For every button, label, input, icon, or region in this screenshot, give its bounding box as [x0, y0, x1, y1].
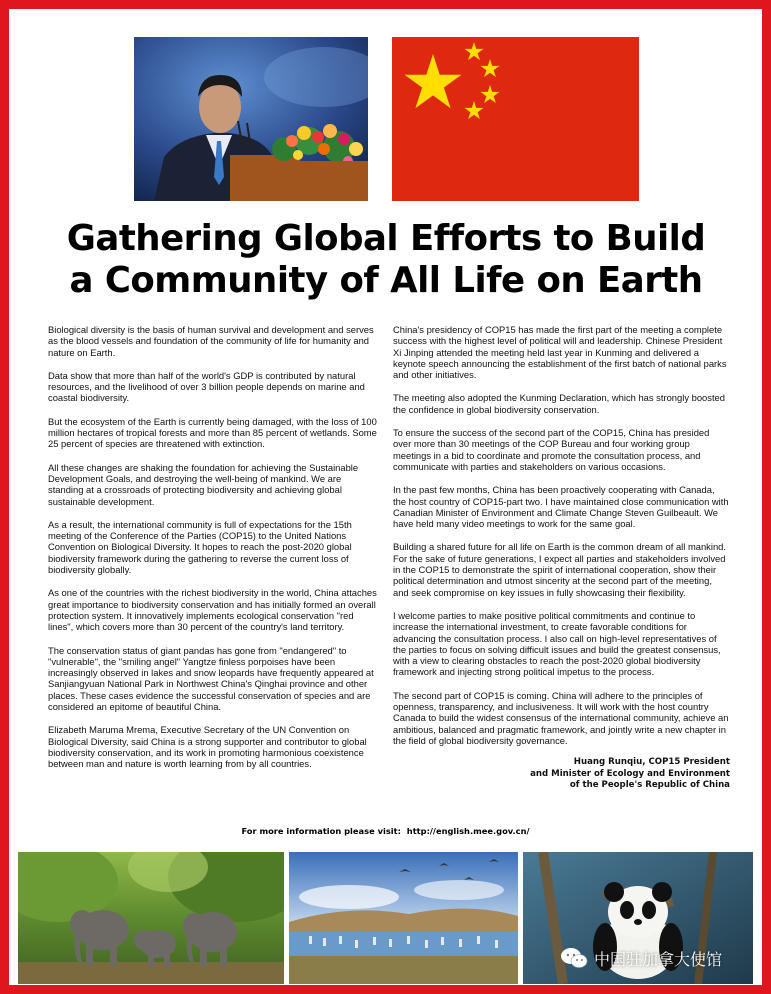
title-line-1: Gathering Global Efforts to Build — [66, 218, 706, 259]
paragraph: Building a shared future for all life on Earth is the common dream of all mankind. For the sake of future generations, I expect all parties and stakeholders involved in the COP15 to demonstrate the spirit of international cooperation, show their political determination and utmost sincerity at the second part of the meeting, and seek compromise on key issues in fully showcasing their flexibility. — [393, 541, 726, 598]
paragraph: Biological diversity is the basis of human survival and development and serves as the blood vessels and foundation of the community of life for humanity and nature on Earth. — [48, 324, 374, 358]
wechat-icon — [560, 947, 588, 969]
more-info-link[interactable]: http://english.mee.gov.cn/ — [406, 826, 530, 836]
china-flag-image — [392, 37, 639, 201]
paragraph: China's presidency of COP15 has made the first part of the meeting a complete success with the highest level of political will and leadership. Chinese President Xi Jinping attended the meeting held last year in Kunming and delivered a keynote speech announcing the establishment of the first batch of national parks and other initiatives. — [393, 324, 727, 381]
paragraph: To ensure the success of the second part of the COP15, China has presided over more than 30 meetings of the COP Bureau and four working group meetings in a bid to coordinate and promote the consultation process, and communicate with parties and stakeholders on various occasions. — [393, 427, 710, 472]
article-title — [36, 218, 736, 302]
wetland-birds-photo — [289, 852, 518, 984]
paragraph: As a result, the international community is full of expectations for the 15th meeting of the Conference of the Parties (COP15) to the United Nations Convention on Biological Diversity. It hopes to reach the post-2020 global biodiversity framework during the gathering to reverse the current loss of biodiversity globally. — [48, 518, 352, 576]
paragraph: In the past few months, China has been proactively cooperating with Canada, the host country of COP15-part two. I have maintained close communication with Canadian Minister of Environment and Climate Change Steven Guilbeault. We have held many video meetings to work for the same goal. — [393, 484, 729, 530]
paragraph: The conservation status of giant pandas has gone from "endangered" to "vulnerable", the "smiling angel" Yangtze finless porpoises have been increasingly observed in lakes and snow leopards have frequently appeared at Sanjiangyuan National Park in Northwest China's Qinghai province and other places. These cases evidence the successful conservation of species and are considered an epitome of beautiful China. — [48, 644, 374, 713]
article-right-column — [393, 324, 730, 792]
signature-line-3: of the People's Republic of China — [569, 780, 730, 791]
paragraph: The meeting also adopted the Kunming Declaration, which has strongly boosted the confidence in global biodiversity conservation. — [393, 392, 725, 415]
paragraph: But the ecosystem of the Earth is currently being damaged, with the loss of 100 million hectares of tropical forests and more than 85 percent of wetlands. Some 25 percent of species are threatened with extinction. — [48, 415, 377, 450]
watermark-text: 中国驻加拿大使馆 — [594, 949, 723, 969]
more-info-line — [0, 826, 771, 836]
more-info-label: For more information please visit: — [241, 826, 401, 836]
paragraph: Elizabeth Maruma Mrema, Executive Secretary of the UN Convention on Biological Diversity, said China is a strong supporter and contributor to global biodiversity conservation, and its work in promoting harmonious coexistence between man and nature is worth learning from by all countries. — [48, 724, 367, 770]
paragraph: I welcome parties to make positive political commitments and continue to increase the international investment, to create favorable conditions for advancing the consultation process. I also call on high-level representatives of the parties to focus on solving difficult issues and build the greatest consensus, with a view to clearing obstacles to reach the post-2020 global biodiversity framework and injecting strong political impetus to the process. — [393, 609, 721, 678]
wechat-watermark — [560, 946, 722, 970]
paragraph: Data show that more than half of the world's GDP is contributed by natural resources, and the livelihood of over 3 billion people depends on marine and coastal biodiversity. — [48, 369, 365, 404]
title-line-2: a Community of All Life on Earth — [69, 260, 703, 301]
author-signature — [393, 757, 730, 792]
paragraph: All these changes are shaking the foundation for achieving the Sustainable Development Goals, and destroying the well-being of mankind. We are standing at a crossroads of protecting biodiversity and achieving global sustainable development. — [48, 461, 359, 507]
signature-line-1: Huang Runqiu, COP15 President — [573, 757, 730, 768]
paragraph: As one of the countries with the richest biodiversity in the world, China attaches great importance to biodiversity conservation and has initially formed an overall protection system. It innovatively implements ecological conservation "red lines", which covers more than 30 percent of the country's land territory. — [48, 587, 377, 633]
article-left-column — [48, 324, 378, 782]
elephant-herd-photo — [18, 852, 284, 984]
speaker-at-podium-photo — [134, 37, 368, 201]
paragraph: The second part of COP15 is coming. China will adhere to the principles of openness, transparency, and inclusiveness. It will work with the host country Canada to build the widest consensus of the international community, achieve an ambitious, balanced and pragmatic framework, and jointly write a new chapter in the field of global biodiversity governance. — [393, 689, 729, 746]
signature-line-2: and Minister of Ecology and Environment — [530, 768, 730, 779]
